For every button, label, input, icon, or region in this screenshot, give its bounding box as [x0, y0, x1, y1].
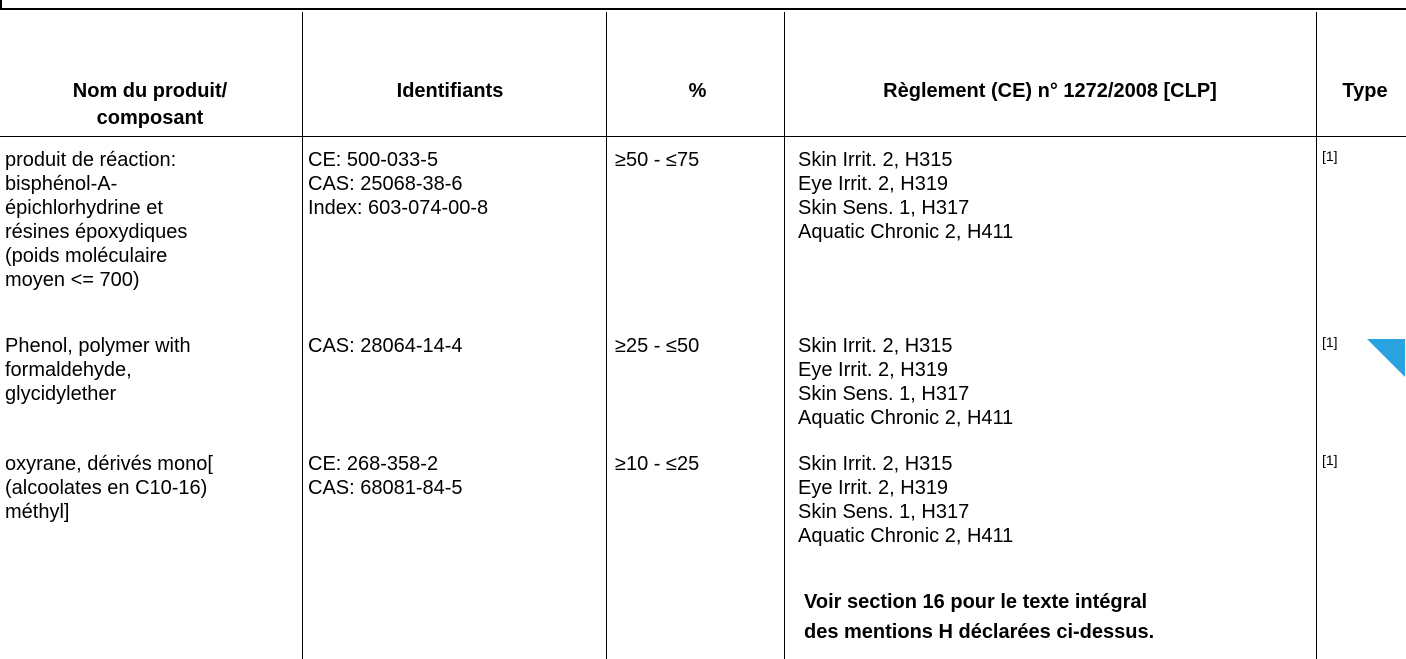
row-1-product-name: produit de réaction: bisphénol-A- épichlorhydrine et résines époxydiques (poids moléculaire moyen <= 700) — [5, 149, 188, 291]
row-2-product-name: Phenol, polymer with formaldehyde, glycidylether — [5, 335, 191, 405]
header-type: Type — [1342, 80, 1388, 102]
row-1-percent: ≥50 - ≤75 — [615, 149, 700, 171]
row-2-identifiers: CAS: 28064-14-4 — [308, 335, 463, 357]
hazard-statements-note: Voir section 16 pour le texte intégral des mentions H déclarées ci-dessus. — [804, 591, 1155, 643]
header-identifiers: Identifiants — [396, 80, 504, 102]
row-3-identifiers: CE: 268-358-2 CAS: 68081-84-5 — [308, 453, 463, 499]
row-1-type: [1] — [1322, 148, 1338, 164]
column-divider-4 — [1316, 12, 1317, 659]
top-frame-border — [0, 0, 1406, 10]
column-divider-1 — [302, 12, 303, 659]
header-regulation: Règlement (CE) n° 1272/2008 [CLP] — [883, 80, 1217, 102]
header-percent: % — [688, 80, 707, 102]
header-row-separator — [0, 136, 1406, 137]
row-1-classification: Skin Irrit. 2, H315 Eye Irrit. 2, H319 Skin Sens. 1, H317 Aquatic Chronic 2, H411 — [798, 149, 1014, 243]
header-product-name: Nom du produit/ composant — [72, 80, 228, 129]
column-divider-2 — [606, 12, 607, 659]
row-3-percent: ≥10 - ≤25 — [615, 453, 700, 475]
corner-marker-icon — [1367, 339, 1405, 377]
row-3-type: [1] — [1322, 452, 1338, 468]
column-divider-3 — [784, 12, 785, 659]
row-2-type: [1] — [1322, 334, 1338, 350]
row-3-product-name: oxyrane, dérivés mono[ (alcoolates en C10-16) méthyl] — [5, 453, 213, 523]
row-2-classification: Skin Irrit. 2, H315 Eye Irrit. 2, H319 Skin Sens. 1, H317 Aquatic Chronic 2, H411 — [798, 335, 1014, 429]
row-3-classification: Skin Irrit. 2, H315 Eye Irrit. 2, H319 Skin Sens. 1, H317 Aquatic Chronic 2, H411 — [798, 453, 1014, 547]
row-2-percent: ≥25 - ≤50 — [615, 335, 700, 357]
row-1-identifiers: CE: 500-033-5 CAS: 25068-38-6 Index: 603-074-00-8 — [308, 149, 489, 219]
